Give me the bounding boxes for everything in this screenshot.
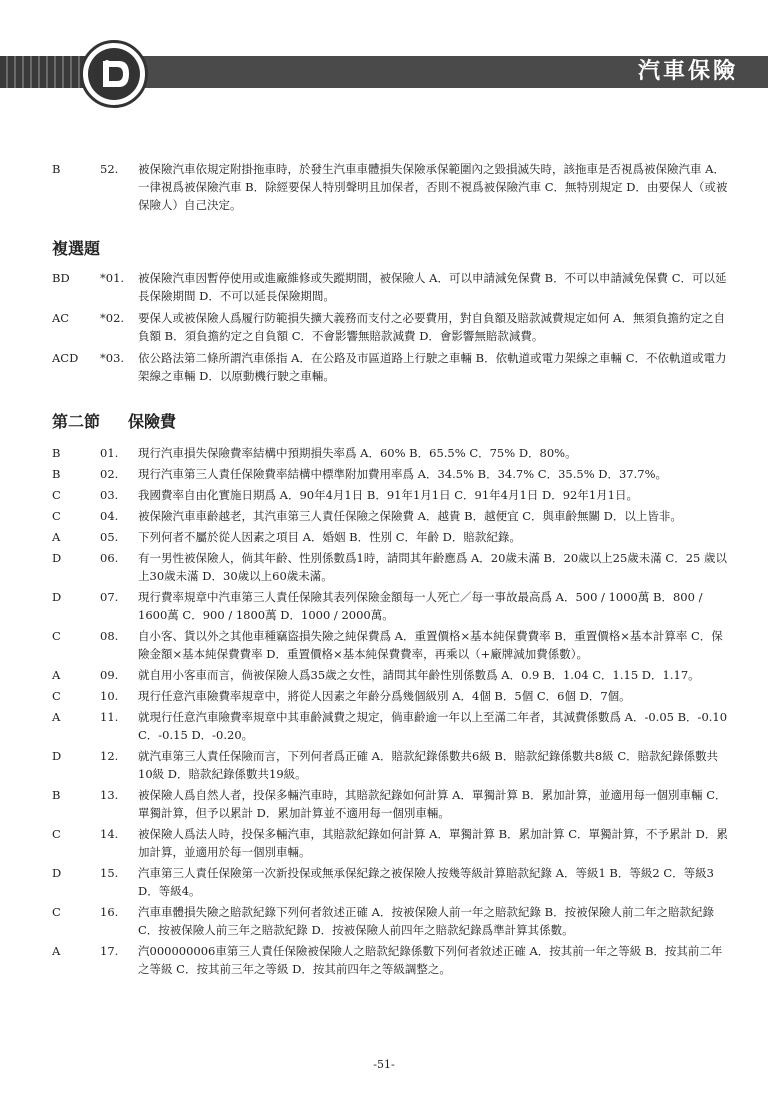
question-text: 現行汽車第三人責任保險費率結構中標準附加費用率爲 A．34.5% B．34.7% C．35.5% D．37.7%。	[138, 467, 668, 481]
list-item	[0, 486, 768, 504]
section-label: 第二節	[52, 412, 101, 431]
list-item	[0, 903, 768, 939]
list-item	[0, 942, 768, 978]
question-number: 06.	[100, 551, 119, 565]
list-item	[0, 666, 768, 684]
question-text: 自小客、貨以外之其他車種竊盜損失險之純保費爲 A．重置價格×基本純保費費率 B．重置價格×基本計算率 C．保險金額×基本純保費費率 D．重置價格×基本純保費費率，再乘以（+廠牌減加費係數）。	[138, 629, 723, 661]
page-content	[0, 160, 768, 981]
answer-key: A	[52, 944, 61, 958]
question-text: 就汽車第三人責任保險而言，下列何者爲正確 A．賠款紀錄係數共6級 B．賠款紀錄係數共8級 C．賠款紀錄係數共10級 D．賠款紀錄係數共19級。	[138, 749, 719, 781]
section-heading	[52, 409, 768, 432]
answer-key: D	[52, 866, 62, 880]
list-item	[0, 309, 768, 345]
answer-key: A	[52, 710, 61, 724]
answer-key: A	[52, 530, 61, 544]
question-number: 15.	[100, 866, 119, 880]
question-number: 04.	[100, 509, 119, 523]
list-item	[0, 588, 768, 624]
list-item	[0, 507, 768, 525]
question-text: 被保險人爲自然人者，投保多輛汽車時，其賠款紀錄如何計算 A．單獨計算 B．累加計算，並適用每一個別車輛 C．單獨計算，但予以累計 D．累加計算並不適用每一個別車輛。	[138, 788, 727, 820]
question-number: 13.	[100, 788, 119, 802]
list-item	[0, 528, 768, 546]
question-number: 08.	[100, 629, 119, 643]
question-number: 11.	[100, 710, 119, 724]
question-text: 就現行任意汽車險費率規章中其車齡減費之規定，倘車齡逾一年以上至滿二年者，其減費係數爲 A．-0.05 B．-0.10 C．-0.15 D．-0.20。	[138, 710, 728, 742]
list-item	[0, 687, 768, 705]
answer-key: AC	[52, 311, 70, 325]
question-number: 14.	[100, 827, 119, 841]
question-text: 汽車第三人責任保險第一次新投保或無承保紀錄之被保險人按幾等級計算賠款紀錄 A．等級1 B．等級2 C．等級3 D．等級4。	[138, 866, 714, 898]
answer-key: C	[52, 689, 61, 703]
list-item	[0, 349, 768, 385]
answer-key: D	[52, 590, 62, 604]
list-item	[0, 708, 768, 744]
answer-key: D	[52, 551, 62, 565]
question-text: 現行費率規章中汽車第三人責任保險其表列保險金額每一人死亡／每一事故最高爲 A．500 / 1000萬 B．800 / 1600萬 C．900 / 1800萬 D．1000 / 2000萬。	[138, 590, 703, 622]
multi-choice-heading: 複選題	[52, 239, 101, 258]
question-number: *01.	[100, 271, 125, 285]
brand-logo	[80, 40, 148, 108]
answer-key: B	[52, 467, 61, 481]
answer-key: C	[52, 629, 61, 643]
section-question-list	[0, 444, 768, 978]
question-text: 我國費率自由化實施日期爲 A．90年4月1日 B．91年1月1日 C．91年4月1日 D．92年1月1日。	[138, 488, 638, 502]
question-text: 被保險人爲法人時，投保多輛汽車，其賠款紀錄如何計算 A．單獨計算 B．累加計算 C．單獨計算，不予累計 D．累加計算，並適用於每一個別車輛。	[138, 827, 728, 859]
answer-key: BD	[52, 271, 70, 285]
question-number: 03.	[100, 488, 119, 502]
list-item	[0, 825, 768, 861]
question-text: 汽車車體損失險之賠款紀錄下列何者敘述正確 A．按被保險人前一年之賠款紀錄 B．按被保險人前二年之賠款紀錄 C．按被保險人前三年之賠款紀錄 D．按被保險人前四年之賠款紀錄爲準計算其係數。	[138, 905, 715, 937]
question-number: *02.	[100, 311, 125, 325]
answer-key: C	[52, 827, 61, 841]
answer-key: B	[52, 788, 61, 802]
list-item	[0, 864, 768, 900]
answer-key: B	[52, 162, 61, 176]
list-item	[0, 269, 768, 305]
question-number: 09.	[100, 668, 119, 682]
question-number: 10.	[100, 689, 119, 703]
answer-key: C	[52, 905, 61, 919]
question-text: 被保險汽車車齡越老，其汽車第三人責任保險之保險費 A．越貴 B．越便宜 C．與車齡無關 D．以上皆非。	[138, 509, 682, 523]
header-stripes	[0, 56, 90, 88]
list-item	[0, 786, 768, 822]
answer-key: A	[52, 668, 61, 682]
question-text: 要保人或被保險人爲履行防範損失擴大義務而支付之必要費用，對自負額及賠款減費規定如何 A．無須負擔約定之自負額 B．須負擔約定之自負額 C．不會影響無賠款減費 D．會影響無賠款減費。	[138, 311, 725, 343]
list-item	[0, 444, 768, 462]
question-text: 下列何者不屬於從人因素之項目 A．婚姻 B．性別 C．年齡 D．賠款紀錄。	[138, 530, 521, 544]
answer-key: B	[52, 446, 61, 460]
section-title: 保險費	[128, 412, 177, 431]
list-item	[0, 549, 768, 585]
list-item	[0, 627, 768, 663]
question-text: 現行任意汽車險費率規章中，將從人因素之年齡分爲幾個級別 A．4個 B．5個 C．6個 D．7個。	[138, 689, 631, 703]
question-52	[0, 160, 768, 214]
question-text: 就自用小客車而言，倘被保險人爲35歲之女性，請問其年齡性別係數爲 A．0.9 B．1.04 C．1.15 D．1.17。	[138, 668, 700, 682]
question-number: 17.	[100, 944, 119, 958]
question-number: 05.	[100, 530, 119, 544]
header-title: 汽車保險	[637, 59, 738, 84]
question-text: 被保險汽車因暫停使用或進廠維修或失蹤期間，被保險人 A．可以申請減免保費 B．不可以申請減免保費 C．可以延長保險期間 D．不可以延長保險期間。	[138, 271, 727, 303]
answer-key: C	[52, 509, 61, 523]
question-text: 依公路法第二條所謂汽車係指 A．在公路及市區道路上行駛之車輛 B．依軌道或電力架線之車輛 C．不依軌道或電力架線之車輛 D．以原動機行駛之車輛。	[138, 351, 727, 383]
question-text: 現行汽車損失保險費率結構中預期損失率爲 A．60% B．65.5% C．75% D．80%。	[138, 446, 577, 460]
answer-key: ACD	[52, 351, 79, 365]
question-text: 有一男性被保險人，倘其年齡、性別係數爲1時，請問其年齡應爲 A．20歲未滿 B．20歲以上25歲未滿 C．25 歲以上30歲未滿 D．30歲以上60歲未滿。	[138, 551, 728, 583]
question-number: *03.	[100, 351, 125, 365]
question-number: 07.	[100, 590, 119, 604]
question-number: 16.	[100, 905, 119, 919]
question-number: 02.	[100, 467, 119, 481]
question-number: 52.	[100, 162, 119, 176]
page-number: -51-	[373, 1058, 395, 1071]
question-number: 12.	[100, 749, 119, 763]
list-item	[0, 747, 768, 783]
question-text: 汽000000006車第三人責任保險被保險人之賠款紀錄係數下列何者敘述正確 A．按其前一年之等級 B．按其前二年之等級 C．按其前三年之等級 D．按其前四年之等級調整之。	[138, 944, 723, 976]
list-item	[0, 465, 768, 483]
answer-key: D	[52, 749, 62, 763]
logo-icon	[83, 43, 145, 105]
question-number: 01.	[100, 446, 119, 460]
question-text: 被保險汽車依規定附掛拖車時，於發生汽車車體損失保險承保範圍內之毀損滅失時，該拖車是否視爲被保險汽車 A．一律視爲被保險汽車 B．除經要保人特別聲明且加保者，否則不視爲被保險汽車 C．無特別規定 D．由要保人（或被保險人）自己決定。	[138, 162, 728, 212]
answer-key: C	[52, 488, 61, 502]
